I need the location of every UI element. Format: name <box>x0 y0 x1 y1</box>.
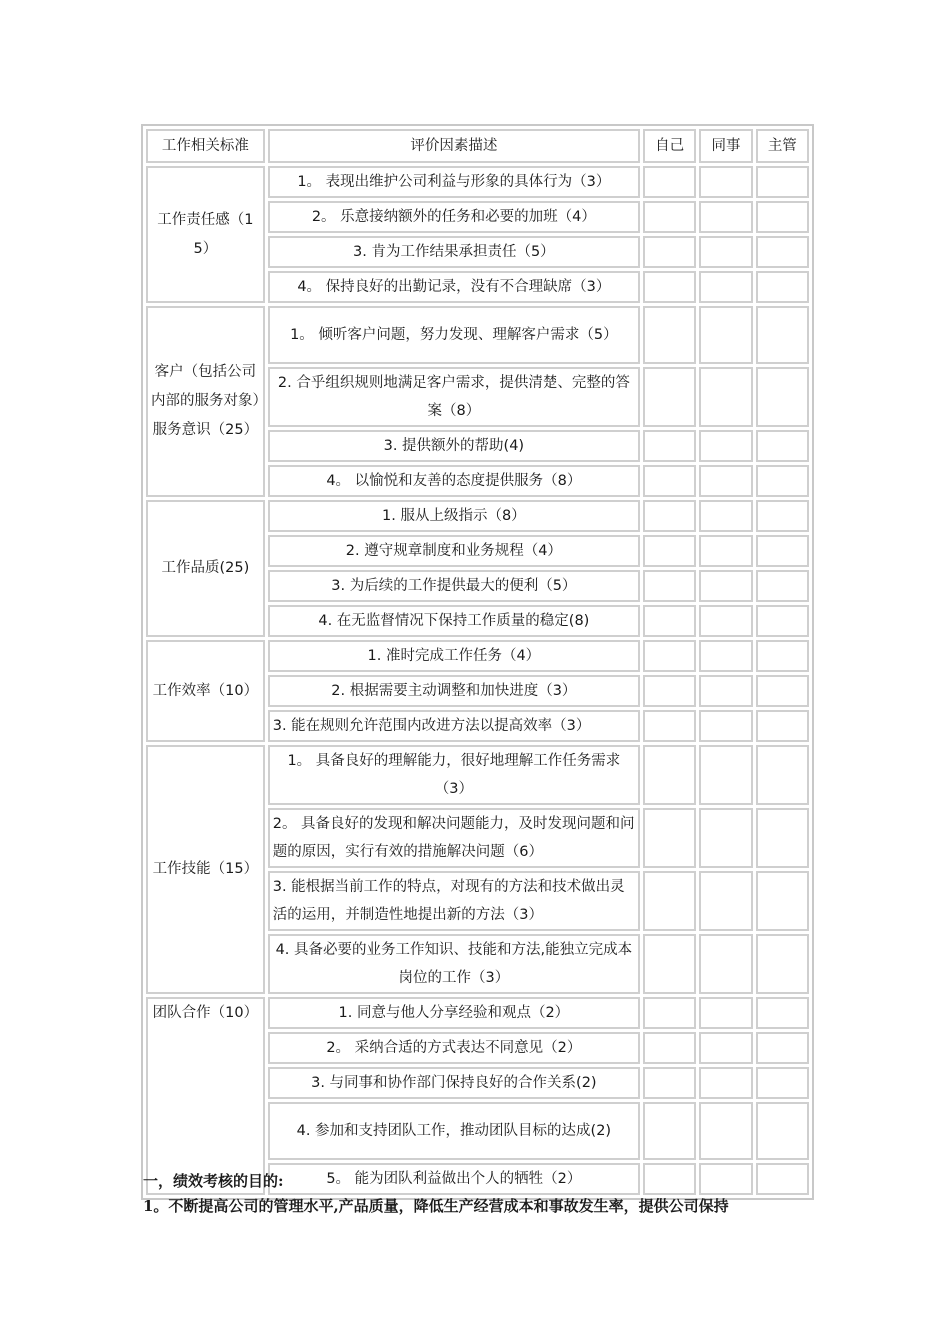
score-colleague-cell[interactable] <box>699 871 752 931</box>
description-cell: 2. 根据需要主动调整和加快进度（3） <box>268 675 640 707</box>
score-self-cell[interactable] <box>643 570 696 602</box>
score-supervisor-cell[interactable] <box>756 570 809 602</box>
description-cell: 1. 准时完成工作任务（4） <box>268 640 640 672</box>
score-colleague-cell[interactable] <box>699 934 752 994</box>
description-cell: 2。 采纳合适的方式表达不同意见（2） <box>268 1032 640 1064</box>
header-supervisor: 主管 <box>756 129 809 163</box>
description-cell: 3. 肯为工作结果承担责任（5） <box>268 236 640 268</box>
table-row <box>146 640 809 672</box>
score-self-cell[interactable] <box>643 367 696 427</box>
score-supervisor-cell[interactable] <box>756 166 809 198</box>
table-row <box>146 306 809 364</box>
category-cell: 工作技能（15） <box>146 745 265 994</box>
score-supervisor-cell[interactable] <box>756 871 809 931</box>
score-self-cell[interactable] <box>643 675 696 707</box>
score-supervisor-cell[interactable] <box>756 745 809 805</box>
score-supervisor-cell[interactable] <box>756 306 809 364</box>
score-supervisor-cell[interactable] <box>756 1102 809 1160</box>
score-supervisor-cell[interactable] <box>756 808 809 868</box>
evaluation-table <box>141 124 814 1200</box>
score-colleague-cell[interactable] <box>699 306 752 364</box>
score-supervisor-cell[interactable] <box>756 500 809 532</box>
description-cell: 5。 能为团队利益做出个人的牺牲（2） <box>268 1163 640 1195</box>
score-self-cell[interactable] <box>643 535 696 567</box>
score-self-cell[interactable] <box>643 430 696 462</box>
score-self-cell[interactable] <box>643 605 696 637</box>
score-colleague-cell[interactable] <box>699 1067 752 1099</box>
category-cell: 工作效率（10） <box>146 640 265 742</box>
score-supervisor-cell[interactable] <box>756 367 809 427</box>
score-self-cell[interactable] <box>643 500 696 532</box>
description-cell: 2。 具备良好的发现和解决问题能力，及时发现问题和问题的原因，实行有效的措施解决问题（6） <box>268 808 640 868</box>
score-supervisor-cell[interactable] <box>756 605 809 637</box>
header-standard: 工作相关标准 <box>146 129 265 163</box>
score-self-cell[interactable] <box>643 808 696 868</box>
description-cell: 1。 具备良好的理解能力，很好地理解工作任务需求（3） <box>268 745 640 805</box>
score-colleague-cell[interactable] <box>699 605 752 637</box>
score-colleague-cell[interactable] <box>699 535 752 567</box>
table-row <box>146 745 809 805</box>
score-colleague-cell[interactable] <box>699 640 752 672</box>
description-cell: 1. 服从上级指示（8） <box>268 500 640 532</box>
score-self-cell[interactable] <box>643 640 696 672</box>
score-colleague-cell[interactable] <box>699 808 752 868</box>
score-colleague-cell[interactable] <box>699 745 752 805</box>
score-self-cell[interactable] <box>643 934 696 994</box>
header-self: 自己 <box>643 129 696 163</box>
score-colleague-cell[interactable] <box>699 1032 752 1064</box>
description-cell: 2. 遵守规章制度和业务规程（4） <box>268 535 640 567</box>
body-paragraph: 1。不断提高公司的管理水平,产品质量，降低生产经营成本和事故发生率，提供公司保持 <box>143 1197 729 1215</box>
score-self-cell[interactable] <box>643 997 696 1029</box>
score-self-cell[interactable] <box>643 166 696 198</box>
table-header-row <box>146 129 809 163</box>
description-cell: 2. 合乎组织规则地满足客户需求，提供清楚、完整的答案（8） <box>268 367 640 427</box>
score-supervisor-cell[interactable] <box>756 1032 809 1064</box>
score-self-cell[interactable] <box>643 1067 696 1099</box>
description-cell: 1。 表现出维护公司利益与形象的具体行为（3） <box>268 166 640 198</box>
score-self-cell[interactable] <box>643 1102 696 1160</box>
score-supervisor-cell[interactable] <box>756 271 809 303</box>
score-supervisor-cell[interactable] <box>756 934 809 994</box>
header-description: 评价因素描述 <box>268 129 640 163</box>
category-cell: 工作责任感（15） <box>146 166 265 303</box>
description-cell: 2。 乐意接纳额外的任务和必要的加班（4） <box>268 201 640 233</box>
score-supervisor-cell[interactable] <box>756 640 809 672</box>
header-colleague: 同事 <box>699 129 752 163</box>
score-colleague-cell[interactable] <box>699 465 752 497</box>
score-colleague-cell[interactable] <box>699 430 752 462</box>
score-self-cell[interactable] <box>643 236 696 268</box>
category-cell: 工作品质(25) <box>146 500 265 637</box>
score-colleague-cell[interactable] <box>699 500 752 532</box>
table-row <box>146 166 809 198</box>
score-self-cell[interactable] <box>643 465 696 497</box>
description-cell: 4. 具备必要的业务工作知识、技能和方法,能独立完成本岗位的工作（3） <box>268 934 640 994</box>
section-heading: 一，绩效考核的目的: <box>143 1172 284 1190</box>
description-cell: 4。 保持良好的出勤记录，没有不合理缺席（3） <box>268 271 640 303</box>
score-colleague-cell[interactable] <box>699 997 752 1029</box>
score-colleague-cell[interactable] <box>699 271 752 303</box>
description-cell: 1。 倾听客户问题，努力发现、理解客户需求（5） <box>268 306 640 364</box>
score-colleague-cell[interactable] <box>699 1102 752 1160</box>
score-colleague-cell[interactable] <box>699 710 752 742</box>
score-colleague-cell[interactable] <box>699 201 752 233</box>
score-colleague-cell[interactable] <box>699 675 752 707</box>
category-cell: 团队合作（10） <box>146 997 265 1195</box>
score-supervisor-cell[interactable] <box>756 710 809 742</box>
score-supervisor-cell[interactable] <box>756 430 809 462</box>
table-row <box>146 997 809 1029</box>
score-colleague-cell[interactable] <box>699 570 752 602</box>
score-supervisor-cell[interactable] <box>756 997 809 1029</box>
score-self-cell[interactable] <box>643 1032 696 1064</box>
description-cell: 4. 在无监督情况下保持工作质量的稳定(8) <box>268 605 640 637</box>
score-supervisor-cell[interactable] <box>756 465 809 497</box>
score-self-cell[interactable] <box>643 745 696 805</box>
score-supervisor-cell[interactable] <box>756 675 809 707</box>
description-cell: 3. 能根据当前工作的特点，对现有的方法和技术做出灵活的运用，并制造性地提出新的方法（3） <box>268 871 640 931</box>
description-cell: 3. 提供额外的帮助(4) <box>268 430 640 462</box>
score-colleague-cell[interactable] <box>699 367 752 427</box>
score-self-cell[interactable] <box>643 710 696 742</box>
score-supervisor-cell[interactable] <box>756 201 809 233</box>
score-self-cell[interactable] <box>643 201 696 233</box>
score-self-cell[interactable] <box>643 871 696 931</box>
score-supervisor-cell[interactable] <box>756 535 809 567</box>
score-supervisor-cell[interactable] <box>756 1067 809 1099</box>
score-self-cell[interactable] <box>643 271 696 303</box>
category-cell: 客户（包括公司内部的服务对象）服务意识（25） <box>146 306 265 497</box>
description-cell: 1. 同意与他人分享经验和观点（2） <box>268 997 640 1029</box>
score-colleague-cell[interactable] <box>699 236 752 268</box>
description-cell: 4。 以愉悦和友善的态度提供服务（8） <box>268 465 640 497</box>
score-supervisor-cell[interactable] <box>756 236 809 268</box>
description-cell: 4. 参加和支持团队工作，推动团队目标的达成(2) <box>268 1102 640 1160</box>
description-cell: 3. 为后续的工作提供最大的便利（5） <box>268 570 640 602</box>
table-row <box>146 500 809 532</box>
description-cell: 3. 与同事和协作部门保持良好的合作关系(2) <box>268 1067 640 1099</box>
score-colleague-cell[interactable] <box>699 166 752 198</box>
score-self-cell[interactable] <box>643 306 696 364</box>
description-cell: 3. 能在规则允许范围内改进方法以提高效率（3） <box>268 710 640 742</box>
